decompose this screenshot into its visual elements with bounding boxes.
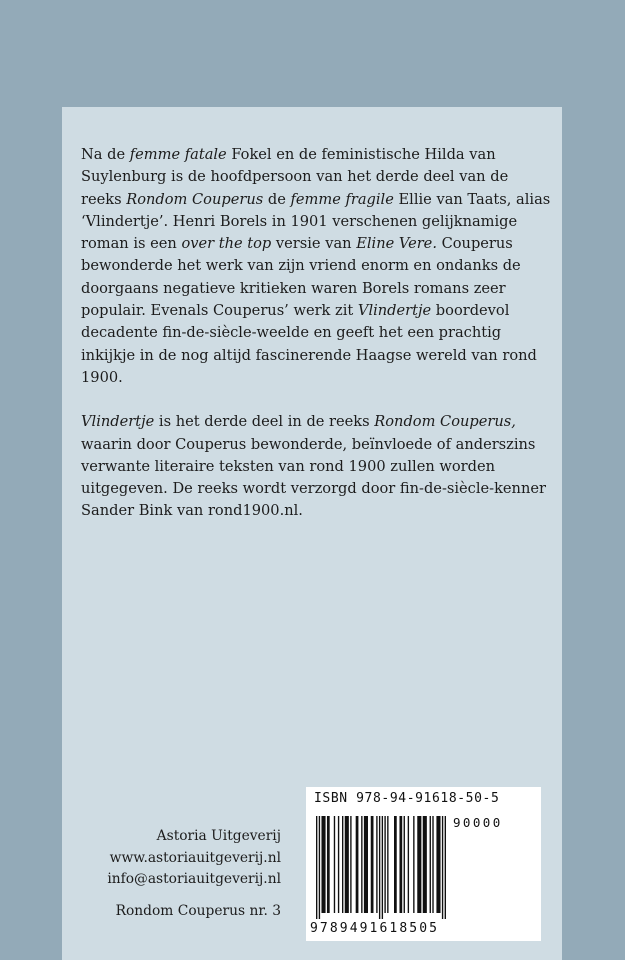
barcode-bar	[345, 816, 349, 913]
barcode-bar	[445, 816, 446, 919]
barcode-bar	[364, 816, 368, 913]
barcode-bar	[334, 816, 335, 913]
barcode-bar	[387, 816, 388, 913]
barcode-bar	[376, 816, 377, 913]
barcode-bar	[379, 816, 380, 919]
isbn-label: ISBN 978-94-91618-50-5	[314, 791, 500, 806]
italic-title: femme fragile	[290, 190, 394, 208]
italic-title: over the top	[181, 235, 272, 253]
barcode-bar	[394, 816, 397, 913]
publisher-email: info@astoriauitgeverij.nl	[107, 871, 281, 887]
barcode-bar	[382, 816, 383, 919]
price-code: 90000	[453, 815, 503, 830]
blurb-paragraph-1: Na de femme fatale Fokel en de feministische Hilda van Suylenburg is de hoofdpersoon van het derde deel van de reeks Rondom Couperus de femme fragile Ellie van Taats, alias ‘Vlindertje’. Henri Borels in 1901 verschenen gelijknamige roman is een over the top versie van Eline Vere. Couperus bewonderde het werk van zijn vriend enorm en ondanks de doorgaans negatieve kritieken waren Borels romans zeer populair. Evenals Couperus’ werk zit Vlindertje boordevol decadente fin-de-siècle-weelde en geeft het een prachtig inkijkje in de nog altijd fascinerende Haagse wereld van rond 1900.	[81, 146, 551, 386]
barcode-bar	[417, 816, 421, 913]
italic-title: Vlindertje	[81, 413, 155, 431]
barcode-bar	[316, 816, 317, 919]
blurb-text	[81, 144, 551, 523]
barcode-bar	[356, 816, 359, 913]
barcode-bar	[432, 816, 433, 913]
ean-digits: 9789491618505	[310, 921, 440, 936]
barcode-bar	[430, 816, 431, 913]
barcode-bar	[399, 816, 402, 913]
italic-title: Rondom Couperus	[126, 190, 264, 208]
italic-title: Eline Vere.	[356, 235, 437, 253]
italic-title: Rondom Couperus,	[374, 413, 516, 431]
publisher-name: Astoria Uitgeverij	[156, 828, 281, 844]
barcode-bar	[319, 816, 320, 919]
italic-title: femme fatale	[129, 146, 227, 163]
barcode-bar	[423, 816, 427, 913]
barcode-bar	[338, 816, 339, 913]
publisher-website: www.astoriauitgeverij.nl	[109, 849, 281, 866]
barcode-bar	[321, 816, 325, 913]
barcode-bar	[342, 816, 343, 913]
barcode-bar	[404, 816, 405, 913]
barcode-bar	[436, 816, 440, 913]
barcode-bar	[327, 816, 330, 913]
blurb-paragraph-2: Vlindertje is het derde deel in de reeks Rondom Couperus, waarin door Couperus bewonderde, beïnvloede of anderszins verwante literaire teksten van rond 1900 zullen worden uitgegeven. De reeks wordt verzorgd door fin-de-siècle-kenner Sander Bink van rond1900.nl.	[81, 413, 546, 520]
series-number: Rondom Couperus nr. 3	[115, 903, 281, 919]
ean-barcode	[316, 816, 446, 919]
barcode-bar	[361, 816, 362, 913]
barcode-bar	[371, 816, 374, 913]
barcode-bar	[413, 816, 414, 913]
italic-title: Vlindertje	[357, 302, 432, 320]
barcode-box	[306, 787, 541, 941]
barcode-bar	[384, 816, 385, 913]
barcode-bar	[408, 816, 409, 913]
publisher-info	[100, 826, 281, 891]
barcode-bar	[350, 816, 351, 913]
barcode-bar	[442, 816, 443, 919]
